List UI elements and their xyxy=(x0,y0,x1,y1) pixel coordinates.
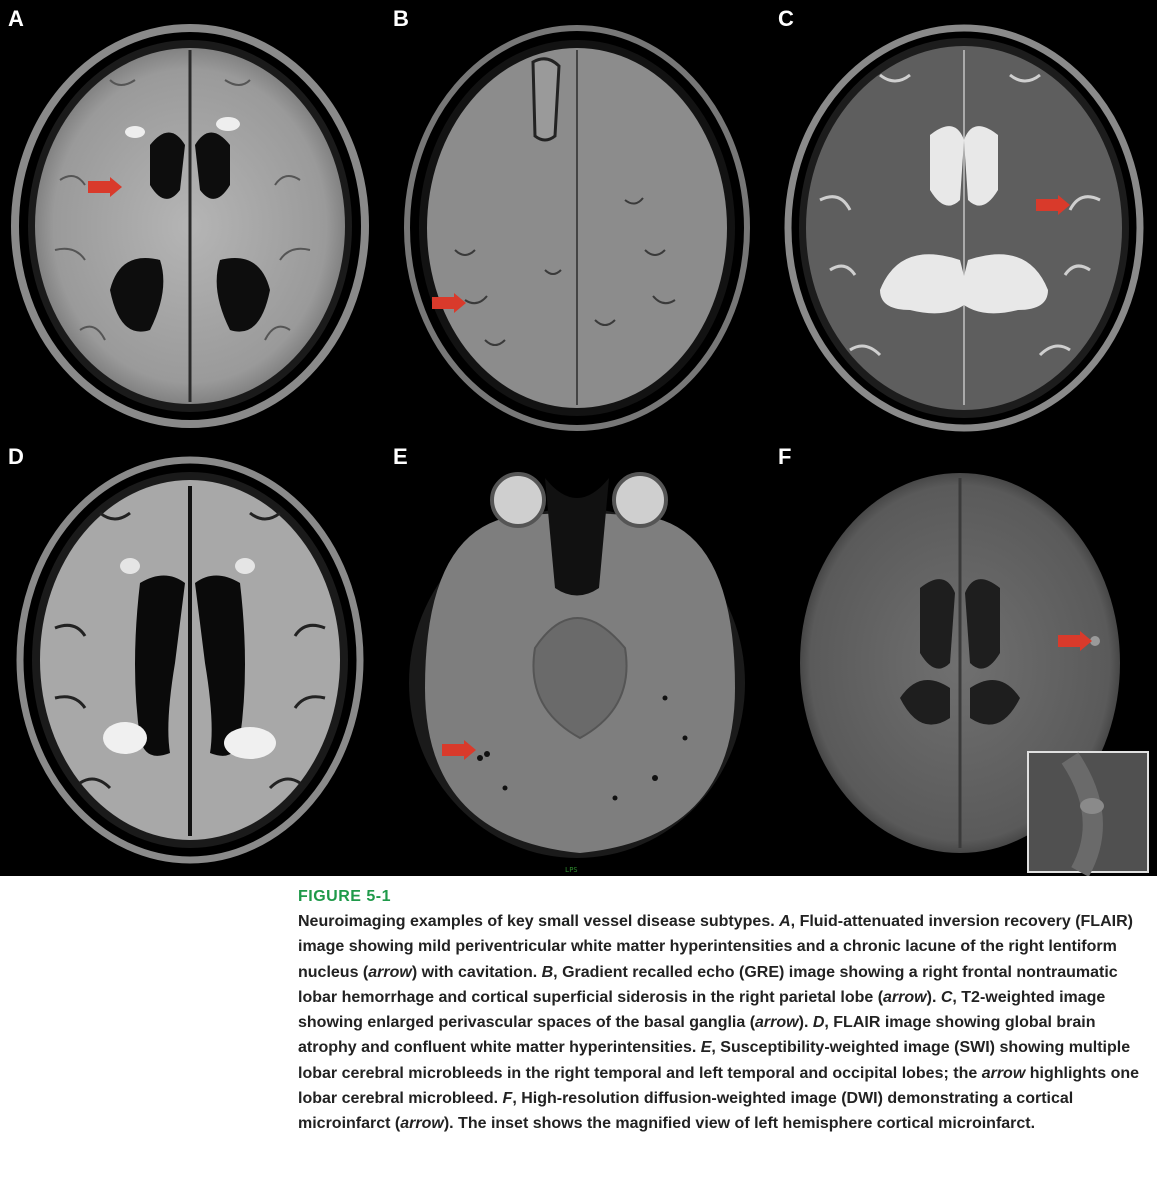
caption-letter-f: F xyxy=(502,1090,513,1108)
caption-arrow-word: arrow xyxy=(368,963,412,981)
caption-a-end: ) with cavitation. xyxy=(411,963,542,981)
caption-arrow-word: arrow xyxy=(981,1064,1026,1082)
figure-caption-text xyxy=(298,909,1150,1137)
caption-e-text: , Susceptibility-weighted image (SWI) showing multiple lobar cerebral microbleeds in the right temporal and left temporal and occipital lobes; the xyxy=(298,1039,1131,1082)
caption-arrow-word: arrow xyxy=(883,988,927,1006)
panel-b-label: B xyxy=(393,6,409,31)
panel-b-gre-image xyxy=(385,0,770,438)
panel-e-orientation-tag: LPS xyxy=(565,866,578,874)
caption-letter-a: A xyxy=(779,913,791,930)
caption-letter-c: C xyxy=(940,988,953,1006)
caption-letter-d: D xyxy=(812,1014,825,1032)
panel-c-t2-image xyxy=(770,0,1157,438)
caption-a-text: , Fluid-attenuated inversion recovery (FLAIR) image showing mild periventricular white matter hyperintensities and a chronic lacune of the right lentiform nucleus ( xyxy=(298,913,1133,981)
caption-intro: Neuroimaging examples of key small vessel disease subtypes. xyxy=(298,913,780,930)
caption-c-end: ). xyxy=(798,1014,813,1032)
panel-a-label: A xyxy=(8,6,24,31)
caption-c-text: , T2-weighted image showing enlarged perivascular spaces of the basal ganglia ( xyxy=(298,988,1106,1032)
panel-e-swi-image xyxy=(385,438,770,876)
caption-letter-b: B xyxy=(541,963,554,981)
figure-caption xyxy=(298,888,1150,1137)
panel-f-label: F xyxy=(778,444,792,469)
caption-e-end: highlights one lobar cerebral microbleed. xyxy=(298,1064,1140,1108)
caption-b-text: , Gradient recalled echo (GRE) image showing a right frontal nontraumatic lobar hemorrhage and cortical superficial siderosis in the right parietal lobe ( xyxy=(298,963,1118,1006)
caption-arrow-word: arrow xyxy=(755,1014,799,1032)
caption-f-end: ). The inset shows the magnified view of left hemisphere cortical microinfarct. xyxy=(443,1115,1036,1133)
figure-title: FIGURE 5-1 xyxy=(298,888,392,905)
caption-f-text: , High-resolution diffusion-weighted image (DWI) demonstrating a cortical microinfarct ( xyxy=(298,1090,1074,1133)
panel-c-label: C xyxy=(778,6,794,31)
caption-letter-e: E xyxy=(700,1039,712,1057)
panel-e-label: E xyxy=(393,444,408,469)
panel-f-dwi-image xyxy=(770,438,1157,876)
caption-arrow-word: arrow xyxy=(400,1115,444,1133)
panel-d-flair-image xyxy=(0,438,385,876)
panel-a-flair-image xyxy=(0,0,385,438)
panel-d-label: D xyxy=(8,444,24,469)
caption-b-end: ). xyxy=(926,988,941,1006)
caption-d-text: , FLAIR image showing global brain atrophy and confluent white matter hyperintensities. xyxy=(298,1014,1096,1057)
